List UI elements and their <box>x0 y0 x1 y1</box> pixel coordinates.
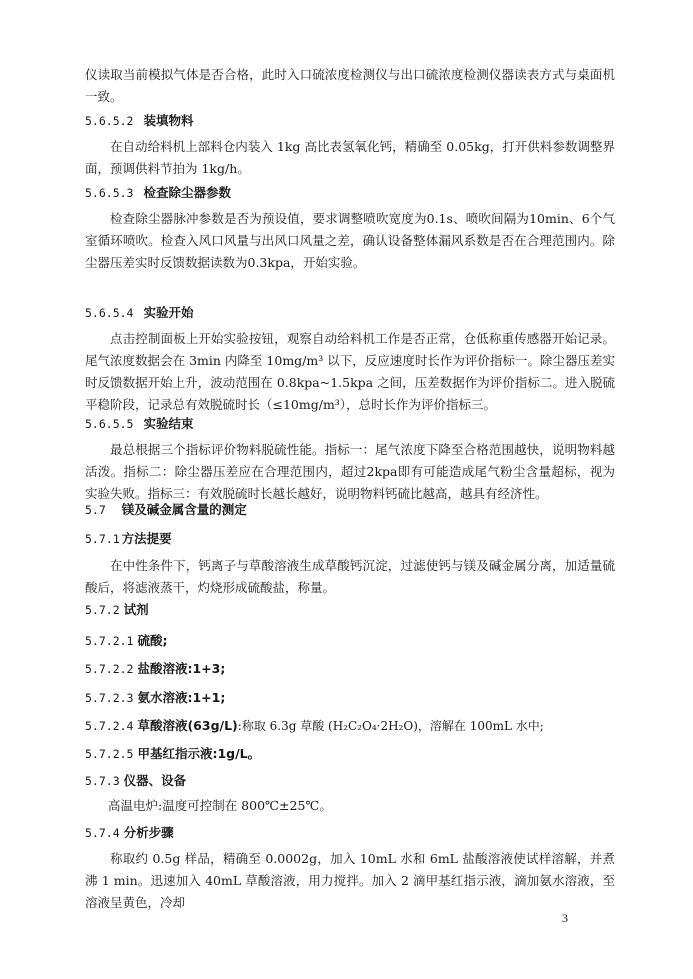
section-title: 实验结束 <box>143 416 194 431</box>
section-number: 5.7.4 <box>85 826 120 840</box>
section-number: 5.6.5.2 <box>85 114 134 128</box>
section-title: 草酸溶液(63g/L) <box>137 718 238 733</box>
section-title: 分析步骤 <box>123 825 174 840</box>
heading-5-7 <box>85 500 247 520</box>
section-number: 5.7.2.4 <box>85 719 134 733</box>
section-title: 检查除尘器参数 <box>143 185 231 200</box>
section-title: 镁及碱金属含量的测定 <box>121 502 247 517</box>
heading-5-7-1 <box>85 529 172 549</box>
heading-5-6-5-5 <box>85 414 193 434</box>
section-title: 方法提要 <box>121 531 172 546</box>
heading-5-7-2-1 <box>85 631 167 651</box>
section-number: 5.7 <box>85 503 106 517</box>
heading-5-7-2-3 <box>85 688 225 708</box>
section-title: 实验开始 <box>143 305 194 320</box>
section-title: 装填物料 <box>143 113 194 128</box>
paragraph-5-6-5-3: 检查除尘器脉冲参数是否为预设值，要求调整喷吹宽度为0.1s、喷吹间隔为10min、6个气室循环喷吹。检查入风口风量与出风口风量之差，确认设备整体漏风系数是否在合理范围内。除尘器压差实时反馈数据读数为0.3kpa，开始实验。 <box>85 211 615 270</box>
page-number: 3 <box>562 911 568 925</box>
paragraph-5-7-1: 在中性条件下，钙离子与草酸溶液生成草酸钙沉淀，过滤使钙与镁及碱金属分离，加适量硫酸后，将滤液蒸干，灼烧形成硫酸盐，称量。 <box>85 558 615 595</box>
paragraph-5-6-5-2: 在自动给料机上部料仓内装入 1kg 高比表氢氧化钙，精确至 0.05kg，打开供料参数调整界面，预调供料节拍为 1kg/h。 <box>85 139 615 176</box>
reagent-description: :称取 6.3g 草酸 (H₂C₂O₄·2H₂O)，溶解在 100mL 水中; <box>237 719 544 733</box>
heading-5-7-2-4 <box>85 716 544 736</box>
section-number: 5.7.2.5 <box>85 747 134 761</box>
section-number: 5.6.5.3 <box>85 186 134 200</box>
section-title: 盐酸溶液:1+3; <box>137 661 226 676</box>
paragraph-5-6-5-5: 最总根据三个指标评价物料脱硫性能。指标一：尾气浓度下降至合格范围越快，说明物料越活泼。指标二：除尘器压差应在合理范围内，超过2kpa即有可能造成尾气粉尘含量超标，视为实验失败。指标三：有效脱硫时长越长越好，说明物料钙硫比越高，越具有经济性。 <box>85 442 615 501</box>
section-number: 5.7.2.3 <box>85 691 134 705</box>
paragraph-5-7-4: 称取约 0.5g 样品，精确至 0.0002g，加入 10mL 水和 6mL 盐酸溶液使试样溶解，并煮沸 1 min。迅速加入 40mL 草酸溶液，用力搅拌。加入 2 滴甲基红指示液，滴加氨水溶液，至溶液呈黄色，冷却 <box>85 851 615 910</box>
section-number: 5.7.2 <box>85 603 120 617</box>
section-number: 5.7.2.2 <box>85 662 134 676</box>
paragraph-5-7-3: 高温电炉:温度可控制在 800℃±25℃。 <box>108 798 332 813</box>
section-title: 氨水溶液:1+1; <box>137 690 226 705</box>
paragraph-intro: 仪读取当前模拟气体是否合格，此时入口硫浓度检测仪与出口硫浓度检测仪器读表方式与桌面机一致。 <box>85 67 615 104</box>
heading-5-7-3 <box>85 771 186 791</box>
section-title: 试剂 <box>123 602 149 617</box>
paragraph-5-6-5-4: 点击控制面板上开始实验按钮，观察自动给料机工作是否正常，仓低称重传感器开始记录。尾气浓度数据会在 3min 内降至 10mg/m³ 以下，反应速度时长作为评价指标一。除尘器压差实时反馈数据开始上升，波动范围在 0.8kpa~1.5kpa 之间，压差数据作为评价指标二。进入脱硫平稳阶段，记录总有效脱硫时长（≤10mg/m³），总时长作为评价指标三。 <box>85 331 615 412</box>
heading-5-7-4 <box>85 823 174 843</box>
section-number: 5.6.5.4 <box>85 306 134 320</box>
section-number: 5.7.2.1 <box>85 634 134 648</box>
heading-5-7-2-2 <box>85 659 225 679</box>
section-title: 硫酸; <box>137 633 168 648</box>
heading-5-7-2-5 <box>85 744 260 764</box>
section-title: 甲基红指示液:1g/L。 <box>137 746 261 761</box>
section-title: 仪器、设备 <box>123 773 187 788</box>
section-number: 5.7.3 <box>85 774 120 788</box>
section-number: 5.7.1 <box>85 532 120 546</box>
heading-5-6-5-4 <box>85 303 193 323</box>
heading-5-6-5-3 <box>85 183 231 203</box>
heading-5-7-2 <box>85 600 149 620</box>
section-number: 5.6.5.5 <box>85 417 134 431</box>
heading-5-6-5-2 <box>85 111 193 131</box>
